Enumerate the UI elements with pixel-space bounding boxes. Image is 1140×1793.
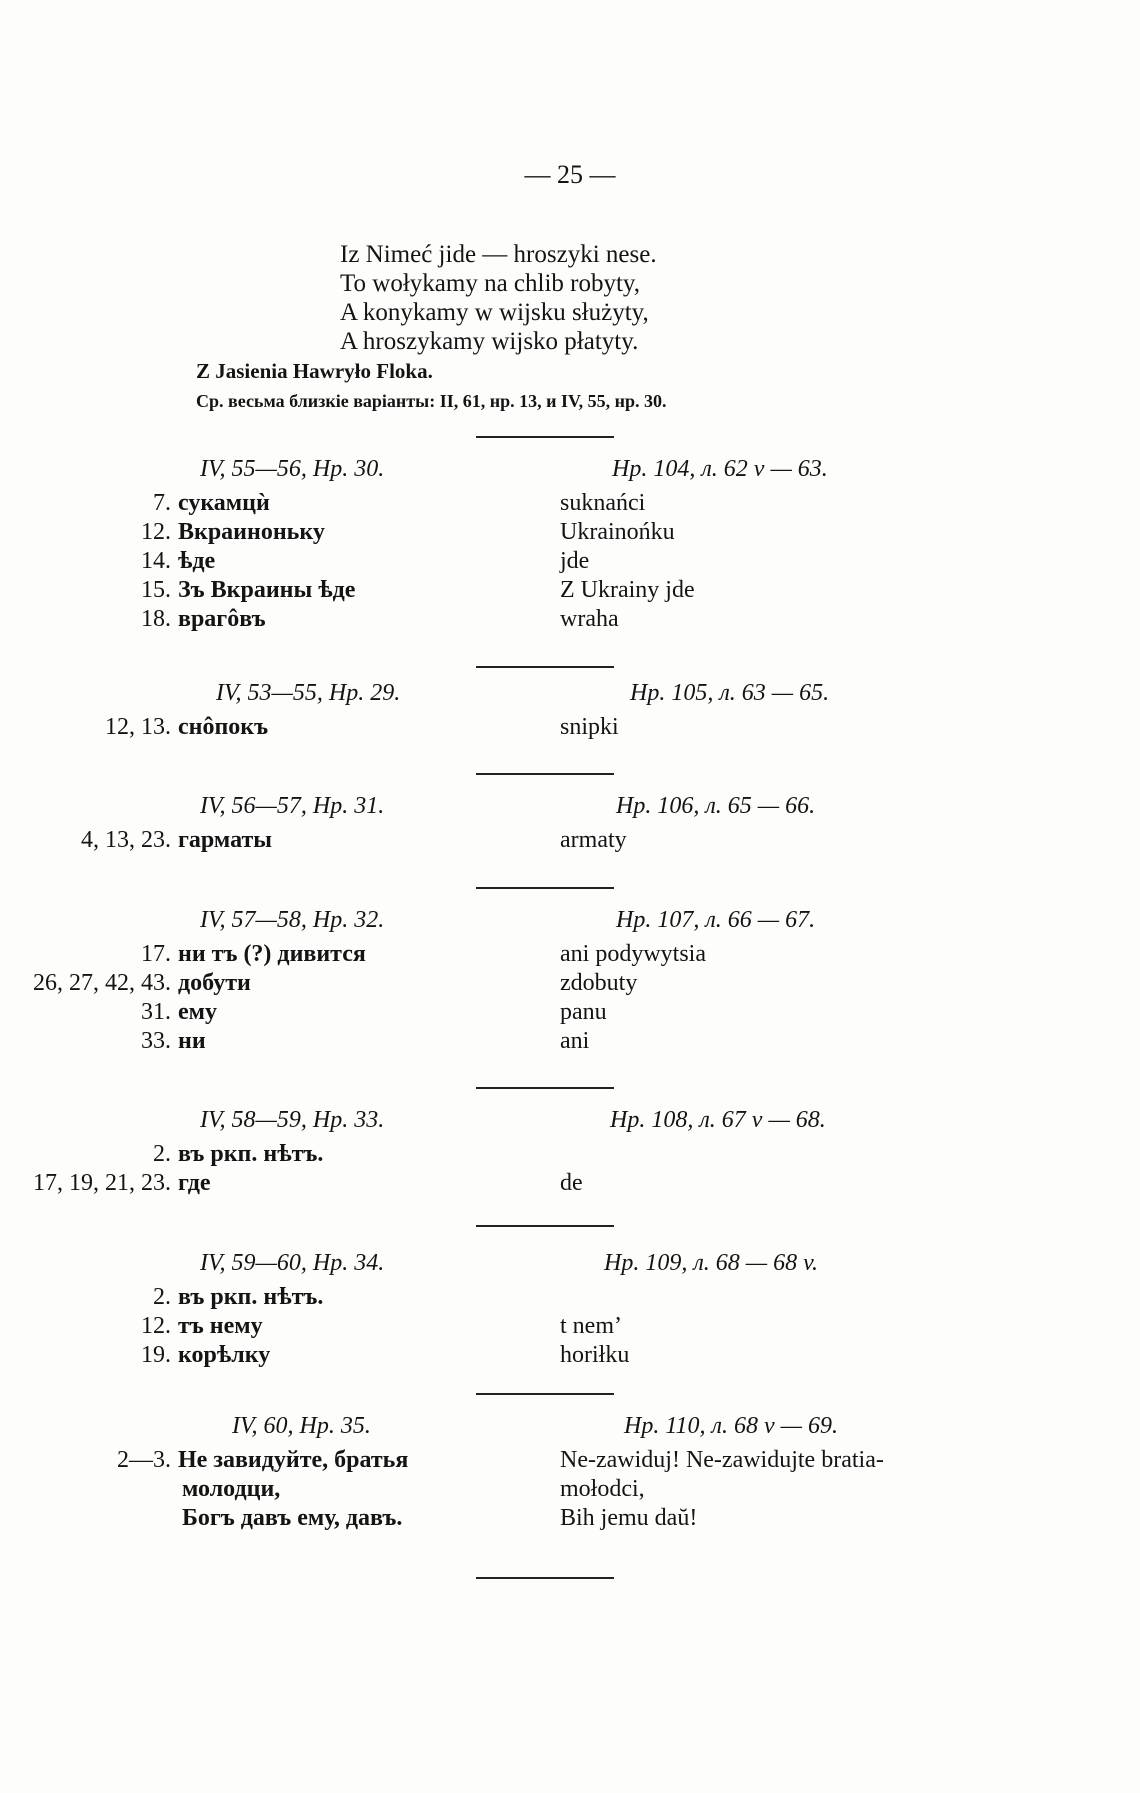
manuscript-reading: horiłku <box>560 1342 630 1368</box>
variant-row <box>0 490 1140 519</box>
printed-reading: ѣде <box>178 548 216 574</box>
printed-reading: Богъ давъ ему, давъ. <box>182 1505 403 1531</box>
section-divider <box>476 1087 614 1089</box>
manuscript-reading: panu <box>560 999 607 1025</box>
variant-row <box>0 999 1140 1028</box>
section-divider <box>476 887 614 889</box>
line-number: 2—3. <box>117 1447 171 1473</box>
section-divider <box>476 1577 614 1579</box>
manuscript-reading: ani podywytsia <box>560 941 706 967</box>
section-header <box>0 907 1140 941</box>
manuscript-reading: Bih jemu daŭ! <box>560 1505 698 1531</box>
collation-section <box>0 1250 1140 1371</box>
manuscript-reference: Нр. 110, л. 68 v — 69. <box>624 1413 839 1439</box>
variant-row <box>0 1141 1140 1170</box>
poem-line: To wołykamy na chlib robyty, <box>340 270 641 297</box>
printed-reading: Не завидуйте, братья <box>178 1447 409 1473</box>
line-number: 7. <box>153 490 171 516</box>
printed-reading: ни <box>178 1028 206 1054</box>
line-number: 12. <box>141 1313 171 1339</box>
poem-line: A hroszykamy wijsko płatyty. <box>340 328 639 355</box>
manuscript-reference: Нр. 106, л. 65 — 66. <box>616 793 816 819</box>
poem-block <box>340 240 657 356</box>
line-number: 2. <box>153 1284 171 1310</box>
section-header <box>0 1107 1140 1141</box>
printed-reading: ни тъ (?) дивится <box>178 941 366 967</box>
comparison-note: Ср. весьма близкіе варіанты: II, 61, нр. 13, и IV, 55, нр. 30. <box>196 391 667 411</box>
variant-row <box>0 714 1140 743</box>
poem-line: Iz Nimeć jide — hroszyki nese. <box>340 241 657 268</box>
manuscript-reading: jde <box>560 548 590 574</box>
section-header <box>0 680 1140 714</box>
printed-reading: въ ркп. нѣтъ. <box>178 1141 324 1167</box>
manuscript-reading: snipki <box>560 714 619 740</box>
variant-row <box>0 577 1140 606</box>
source-reference: IV, 55—56, Нр. 30. <box>200 456 385 482</box>
line-number: 12. <box>141 519 171 545</box>
source-reference: IV, 58—59, Нр. 33. <box>200 1107 385 1133</box>
section-header <box>0 793 1140 827</box>
section-header <box>0 1413 1140 1447</box>
manuscript-reading: Ukrainońku <box>560 519 675 545</box>
section-divider <box>476 436 614 438</box>
manuscript-reading: Ne-zawiduj! Ne-zawidujte bratia- <box>560 1447 884 1473</box>
printed-reading: гарматы <box>178 827 272 853</box>
printed-reading: тъ нему <box>178 1313 263 1339</box>
collation-section <box>0 1413 1140 1534</box>
collation-section <box>0 680 1140 743</box>
variant-row <box>0 1313 1140 1342</box>
source-reference: IV, 59—60, Нр. 34. <box>200 1250 385 1276</box>
variant-row <box>0 1447 1140 1476</box>
section-divider <box>476 773 614 775</box>
manuscript-reference: Нр. 108, л. 67 v — 68. <box>610 1107 826 1133</box>
poem-line: A konykamy w wijsku służyty, <box>340 299 649 326</box>
manuscript-reference: Нр. 105, л. 63 — 65. <box>630 680 830 706</box>
source-attribution: Z Jasienia Hawryło Floka. <box>196 359 433 383</box>
line-number: 15. <box>141 577 171 603</box>
manuscript-reading: mołodci, <box>560 1476 645 1502</box>
variant-row <box>0 941 1140 970</box>
line-number: 4, 13, 23. <box>81 827 171 853</box>
line-number: 31. <box>141 999 171 1025</box>
manuscript-reading: Z Ukrainy jde <box>560 577 695 603</box>
manuscript-reference: Нр. 104, л. 62 v — 63. <box>612 456 828 482</box>
manuscript-reading: armaty <box>560 827 627 853</box>
source-reference: IV, 60, Нр. 35. <box>232 1413 371 1439</box>
printed-reading: добути <box>178 970 251 996</box>
variant-row <box>0 827 1140 856</box>
printed-reading: где <box>178 1170 211 1196</box>
variant-row <box>0 1170 1140 1199</box>
line-number: 26, 27, 42, 43. <box>33 970 171 996</box>
line-number: 14. <box>141 548 171 574</box>
line-number: 12, 13. <box>105 714 171 740</box>
section-divider <box>476 666 614 668</box>
printed-reading: врагôвъ <box>178 606 266 632</box>
variant-row <box>0 519 1140 548</box>
printed-reading: корѣлку <box>178 1342 271 1368</box>
source-reference: IV, 57—58, Нр. 32. <box>200 907 385 933</box>
printed-reading: ему <box>178 999 217 1025</box>
line-number: 2. <box>153 1141 171 1167</box>
variant-row <box>0 1505 1140 1534</box>
printed-reading: сукамцѝ <box>178 490 270 516</box>
printed-reading: въ ркп. нѣтъ. <box>178 1284 324 1310</box>
manuscript-reference: Нр. 109, л. 68 — 68 v. <box>604 1250 819 1276</box>
manuscript-reading: wraha <box>560 606 619 632</box>
manuscript-reading: zdobuty <box>560 970 638 996</box>
page-number: — 25 — <box>524 160 616 189</box>
printed-reading: молодци, <box>182 1476 281 1502</box>
manuscript-reading: ani <box>560 1028 590 1054</box>
manuscript-reading: suknańci <box>560 490 646 516</box>
section-header <box>0 456 1140 490</box>
variant-row <box>0 970 1140 999</box>
line-number: 18. <box>141 606 171 632</box>
collation-section <box>0 456 1140 635</box>
section-divider <box>476 1393 614 1395</box>
source-reference: IV, 56—57, Нр. 31. <box>200 793 385 819</box>
variant-row <box>0 606 1140 635</box>
line-number: 17, 19, 21, 23. <box>33 1170 171 1196</box>
printed-reading: Вкраиноньку <box>178 519 325 545</box>
manuscript-reference: Нр. 107, л. 66 — 67. <box>616 907 816 933</box>
variant-row <box>0 1028 1140 1057</box>
variant-row <box>0 1476 1140 1505</box>
section-divider <box>476 1225 614 1227</box>
printed-reading: Зъ Вкраины ѣде <box>178 577 356 603</box>
line-number: 17. <box>141 941 171 967</box>
variant-row <box>0 1342 1140 1371</box>
collation-section <box>0 793 1140 856</box>
variant-row <box>0 1284 1140 1313</box>
collation-section <box>0 907 1140 1057</box>
line-number: 19. <box>141 1342 171 1368</box>
manuscript-reading: de <box>560 1170 583 1196</box>
source-reference: IV, 53—55, Нр. 29. <box>216 680 401 706</box>
manuscript-reading: t nem’ <box>560 1313 622 1339</box>
line-number: 33. <box>141 1028 171 1054</box>
variant-row <box>0 548 1140 577</box>
collation-section <box>0 1107 1140 1199</box>
section-header <box>0 1250 1140 1284</box>
printed-reading: снôпокъ <box>178 714 269 740</box>
